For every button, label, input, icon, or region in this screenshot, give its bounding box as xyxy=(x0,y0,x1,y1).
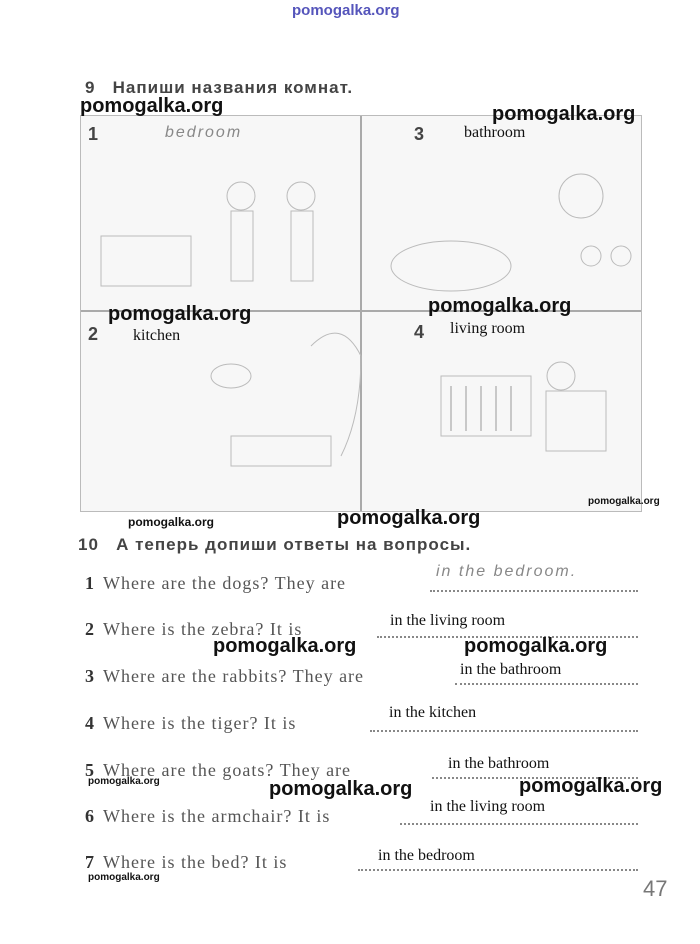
watermark: pomogalka.org xyxy=(337,507,481,529)
watermark: pomogalka.org xyxy=(492,103,636,125)
watermark: pomogalka.org xyxy=(108,303,252,325)
question-text: Where is the zebra? It is xyxy=(103,619,303,639)
page-number: 47 xyxy=(643,876,668,901)
question-number: 7 xyxy=(85,852,95,872)
watermark: pomogalka.org xyxy=(80,95,224,117)
answer-1: in the bedroom. xyxy=(436,563,578,580)
watermark: pomogalka.org xyxy=(588,496,660,507)
panel-1-label: bedroom xyxy=(165,124,243,141)
answer-3: in the bathroom xyxy=(460,661,562,678)
answer-2: in the living room xyxy=(390,612,506,629)
watermark: pomogalka.org xyxy=(428,295,572,317)
panel-3-label: bathroom xyxy=(464,124,526,141)
answer-5: in the bathroom xyxy=(448,755,550,772)
watermark: pomogalka.org xyxy=(88,872,160,883)
exercise-9-title: Напиши названия комнат. xyxy=(112,78,354,97)
question-6 xyxy=(85,806,330,827)
question-7 xyxy=(85,852,287,873)
panel-4-label: living room xyxy=(450,320,526,337)
question-number: 3 xyxy=(85,666,95,686)
answer-line xyxy=(430,590,638,592)
question-text: Where is the tiger? It is xyxy=(103,713,297,733)
watermark: pomogalka.org xyxy=(464,635,608,657)
panel-2-label: kitchen xyxy=(133,327,181,344)
answer-line xyxy=(370,730,638,732)
exercise-10-title: А теперь допиши ответы на вопросы. xyxy=(116,535,472,554)
exercise-10-number: 10 xyxy=(78,535,99,554)
question-text: Where are the rabbits? They are xyxy=(103,666,365,686)
question-text: Where is the armchair? It is xyxy=(103,806,331,826)
exercise-9-number: 9 xyxy=(85,78,96,97)
answer-line xyxy=(455,683,638,685)
watermark: pomogalka.org xyxy=(88,776,160,787)
question-number: 1 xyxy=(85,573,95,593)
watermark: pomogalka.org xyxy=(128,515,215,529)
exercise-10-heading xyxy=(78,535,471,555)
question-text: Where is the bed? It is xyxy=(103,852,288,872)
question-3 xyxy=(85,666,364,687)
panel-1-number: 1 xyxy=(88,124,99,144)
answer-line xyxy=(358,869,638,871)
panel-3-number: 3 xyxy=(414,124,425,144)
question-text: Where are the dogs? They are xyxy=(103,573,347,593)
watermark: pomogalka.org xyxy=(269,778,413,800)
question-number: 2 xyxy=(85,619,95,639)
panel-4-number: 4 xyxy=(414,322,425,342)
answer-line xyxy=(400,823,638,825)
answer-6: in the living room xyxy=(430,798,546,815)
question-1 xyxy=(85,573,346,594)
watermark: pomogalka.org xyxy=(519,775,663,797)
question-4 xyxy=(85,713,296,734)
answer-4: in the kitchen xyxy=(389,704,477,721)
question-number: 5 xyxy=(85,760,95,780)
watermark: pomogalka.org xyxy=(213,635,357,657)
question-text: Where are the goats? They are xyxy=(103,760,352,780)
question-number: 4 xyxy=(85,713,95,733)
panel-2-number: 2 xyxy=(88,324,99,344)
header-watermark: pomogalka.org xyxy=(292,2,400,19)
question-number: 6 xyxy=(85,806,95,826)
answer-7: in the bedroom xyxy=(378,847,475,864)
